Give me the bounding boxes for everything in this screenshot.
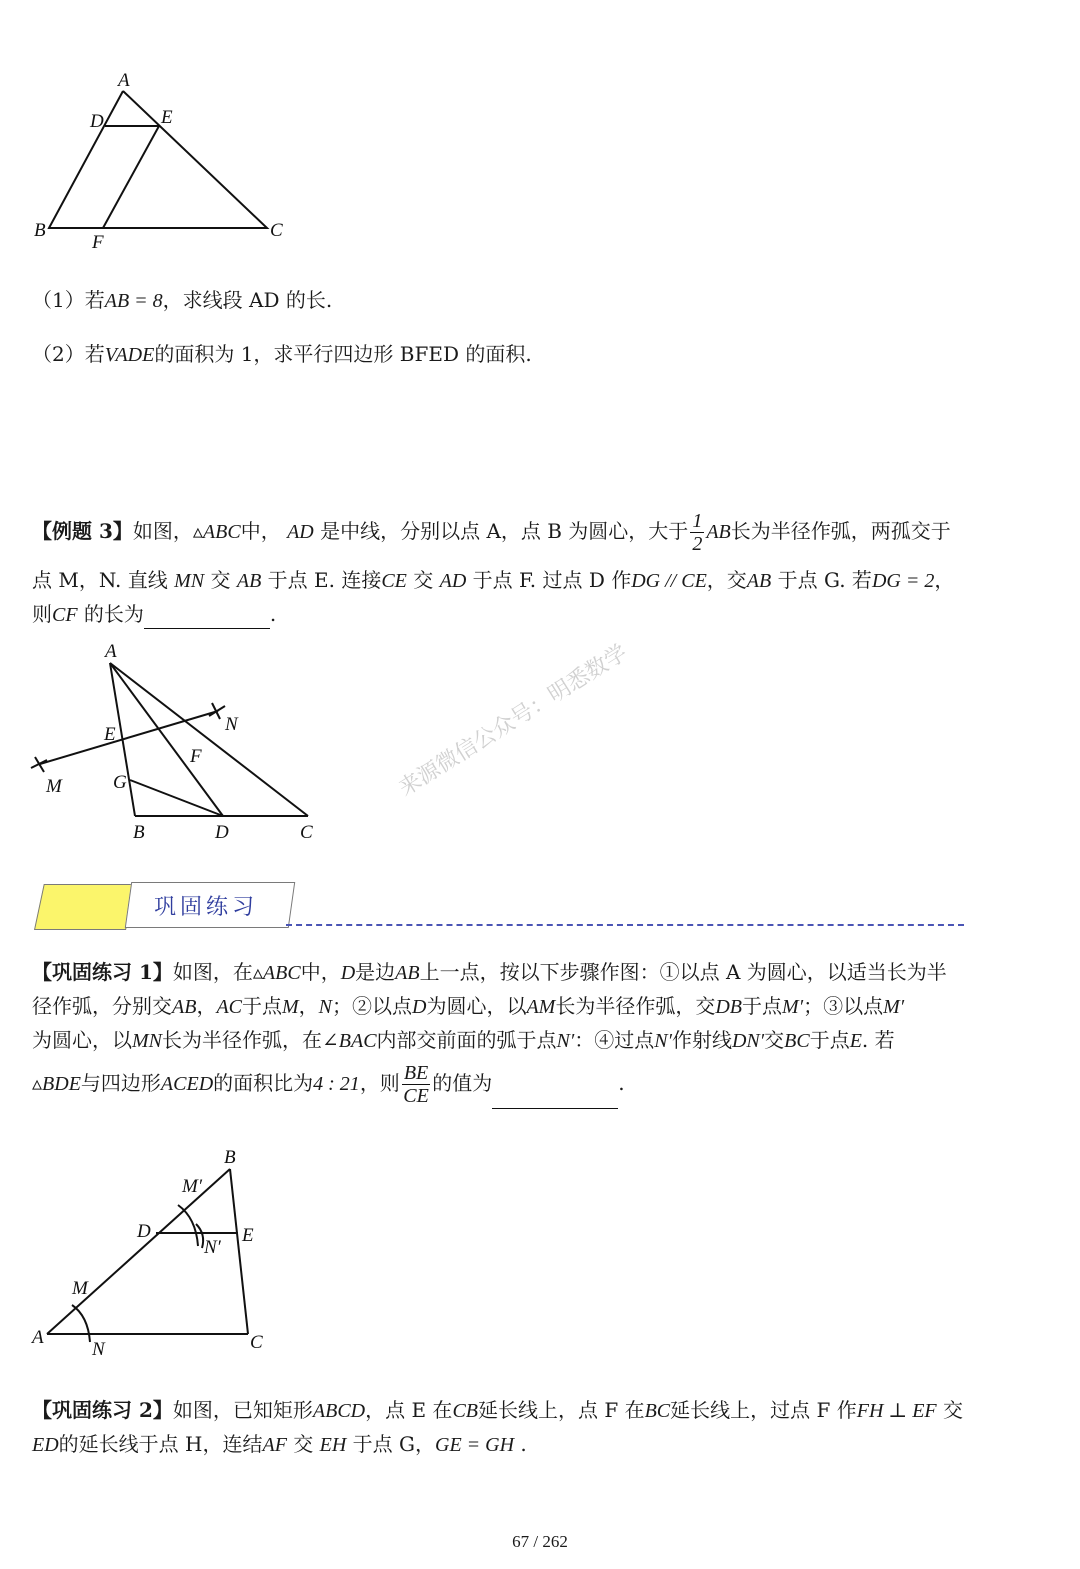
example-3-line-3: 则CF 的长为 . [32, 600, 1050, 629]
answer-blank [492, 1088, 618, 1109]
label-D: D [90, 111, 104, 132]
label-E: E [161, 107, 173, 128]
fraction-be-over-ce: $\frac{BE}{CE}$ [403, 1062, 429, 1107]
figure-construction-mn [28, 638, 328, 848]
label-A: A [105, 641, 117, 662]
label-N: N [92, 1339, 105, 1360]
question-part-2: （2）若VADE的面积为 1，求平行四边形 BFED 的面积. [32, 342, 532, 366]
practice-2-line-2: ED的延长线于点 H，连结AF 交 EH 于点 G，GE = GH . [32, 1432, 527, 1456]
label-G: G [113, 772, 127, 793]
section-yellow-tab [34, 884, 136, 930]
section-header-practice [34, 882, 974, 932]
practice-1-line-1: 【巩固练习 1】如图，在▵ABC中，D是边AB上一点，按以下步骤作图：①以点 A 为圆心，以适当长为半 [32, 960, 947, 984]
practice-1-line-2: 径作弧，分别交AB，AC于点M，N；②以点D为圆心，以AM长为半径作弧，交DB于点M′；③以点M′ [32, 994, 905, 1018]
label-B: B [133, 822, 145, 843]
question-part-1: （1）若AB = 8，求线段 AD 的长. [32, 288, 333, 312]
figure-triangle-abc-parallelogram [30, 68, 300, 258]
figure-copy-angle [28, 1142, 278, 1360]
label-M: M [72, 1278, 88, 1299]
example-3-line-2: 点 M，N. 直线 MN 交 AB 于点 E. 连接CE 交 AD 于点 F. 过点 D 作DG // CE，交AB 于点 G. 若DG = 2， [32, 568, 955, 592]
section-title: 巩固练习 [154, 895, 259, 920]
label-N-prime: N′ [204, 1237, 221, 1258]
page-number: 67 / 262 [512, 1532, 568, 1551]
practice-2-line-1: 【巩固练习 2】如图，已知矩形ABCD，点 E 在CB延长线上，点 F 在BC延长线上，过点 F 作FH ⊥ EF 交 [32, 1398, 964, 1422]
label-F: F [92, 232, 104, 253]
label-C: C [270, 220, 283, 241]
label-N: N [225, 714, 238, 735]
label-B: B [224, 1147, 236, 1168]
label-D: D [137, 1221, 151, 1242]
practice-1-line-3: 为圆心，以MN长为半径作弧，在∠BAC内部交前面的弧于点N′：④过点N′作射线DN′交BC于点E. 若 [32, 1028, 895, 1052]
answer-blank [144, 608, 270, 629]
example-3-line-1: 【例题 3】如图，▵ABC中， AD 是中线，分别以点 A，点 B 为圆心，大于 $\frac{1}{2}$ AB长为半径作弧，两孤交于 [32, 510, 951, 555]
label-M: M [46, 776, 62, 797]
label-E: E [242, 1225, 254, 1246]
fraction-one-half: $\frac{1}{2}$ [692, 510, 703, 555]
label-A: A [32, 1327, 44, 1348]
label-M-prime: M′ [182, 1176, 202, 1197]
label-C: C [250, 1332, 263, 1353]
practice-1-line-4: ▵BDE与四边形ACED的面积比为4 : 21，则 $\frac{BE}{CE}$ 的值为 . [32, 1062, 625, 1107]
label-E: E [104, 724, 116, 745]
label-F: F [190, 746, 202, 767]
section-divider [286, 924, 964, 926]
label-D: D [215, 822, 229, 843]
watermark-text: 来源微信公众号：明悉数学 [394, 640, 632, 802]
label-C: C [300, 822, 313, 843]
label-B: B [34, 220, 46, 241]
label-A: A [118, 70, 130, 91]
